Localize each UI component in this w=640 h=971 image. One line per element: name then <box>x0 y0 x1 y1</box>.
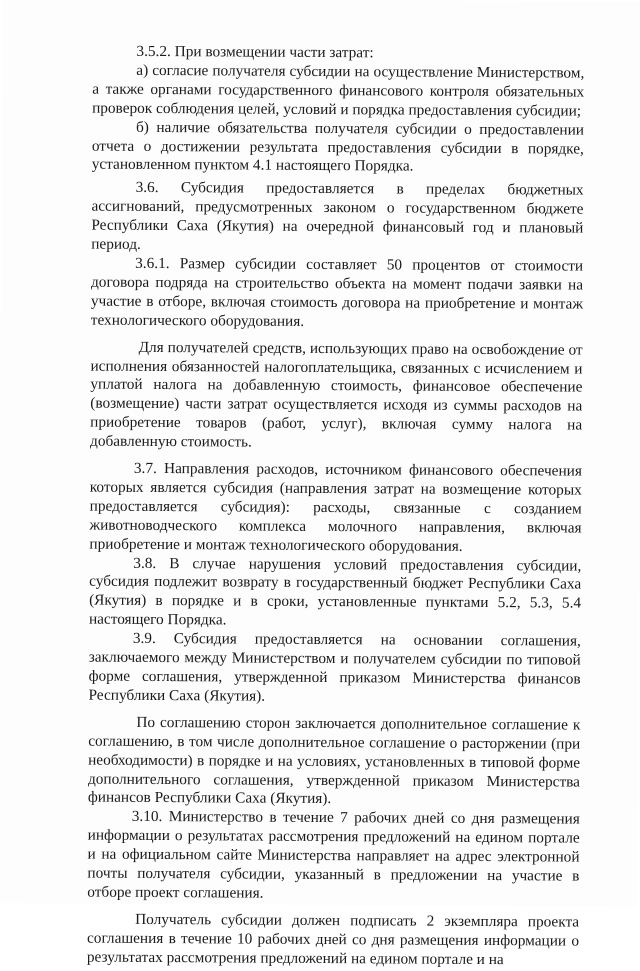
paragraph-3-5-2-a: а) согласие получателя субсидии на осуществление Министерством, а также органами государственного финансового контроля обязательных проверок соблюдения целей, условий и порядка предоставления субсидии; <box>92 61 585 120</box>
paragraph-3-9: 3.9. Субсидия предоставляется на основании соглашения, заключаемого между Министерством и получателем субсидии по типовой форме соглашения, утвержденной приказом Министерства финансов Республики Саха (Якутия). <box>88 630 581 705</box>
paragraph-3-5-2-heading: 3.5.2. При возмещении части затрат: <box>136 42 374 62</box>
paragraph-3-10: 3.10. Министерство в течение 7 рабочих дней со дня размещения информации о результатах рассмотрения предложений на едином портале и на официальном сайте Министерства направляет на адрес электронной почты получателя субсидии, указанный в предложении на участие в отборе проект соглашения. <box>87 808 580 902</box>
paragraph-3-5-2-b: б) наличие обязательства получателя субсидии о предоставлении отчета о достижении результата предоставления субсидии в порядке, установленном пунктом 4.1 настоящего Порядка. <box>91 118 585 176</box>
paragraph-3-6: 3.6. Субсидия предоставляется в пределах бюджетных ассигнований, предусмотренных законом о государственном бюджете Республики Саха (Якутия) на очередной финансовый год и плановый период. <box>91 179 584 253</box>
paragraph-3-9-supplementary: По соглашению сторон заключается дополнительное соглашение к соглашению, в том числе дополнительное соглашение о расторжении (при необходимости) в порядке и на условиях, установленных в типовой форме дополнительного соглашения, утвержденной приказом Министерства финансов Республики Саха (Якутия). <box>87 713 581 808</box>
paragraph-3-10-signing: Получатель субсидии должен подписать 2 экземпляра проекта соглашения в течение 10 рабочих дней со дня размещения информации о результатах рассмотрения предложений на едином портале и на <box>86 910 580 968</box>
paragraph-3-6-1: 3.6.1. Размер субсидии составляет 50 процентов от стоимости договора подряда на строительство объекта на момент подачи заявки на участие в отборе, включая стоимость договора на приобретение и монтаж технологического оборудования. <box>90 254 584 330</box>
paragraph-3-8: 3.8. В случае нарушения условий предоставления субсидии, субсидия подлежит возврату в государственный бюджет Республики Саха (Якутия) в порядке и в сроки, установленные пунктами 5.2, 5.3, 5.4 настоящего Порядка. <box>88 554 582 629</box>
paragraph-3-7: 3.7. Направления расходов, источником финансового обеспечения которых является субсидия (направления затрат на возмещение которых предоставляется субсидия): расходы, связанные с созданием животноводческого комплекса молочного направления, включая приобретение и монтаж технологического оборудования. <box>89 459 582 555</box>
paragraph-3-6-1-vat: Для получателей средств, использующих право на освобождение от исполнения обязанностей налогоплательщика, связанных с исчислением и уплатой налога на добавленную стоимость, финансовое обеспечение (возмещение) части затрат осуществляется исходя из суммы расходов на приобретение товаров (работ, услуг), включая сумму налога на добавленную стоимость. <box>90 338 583 451</box>
